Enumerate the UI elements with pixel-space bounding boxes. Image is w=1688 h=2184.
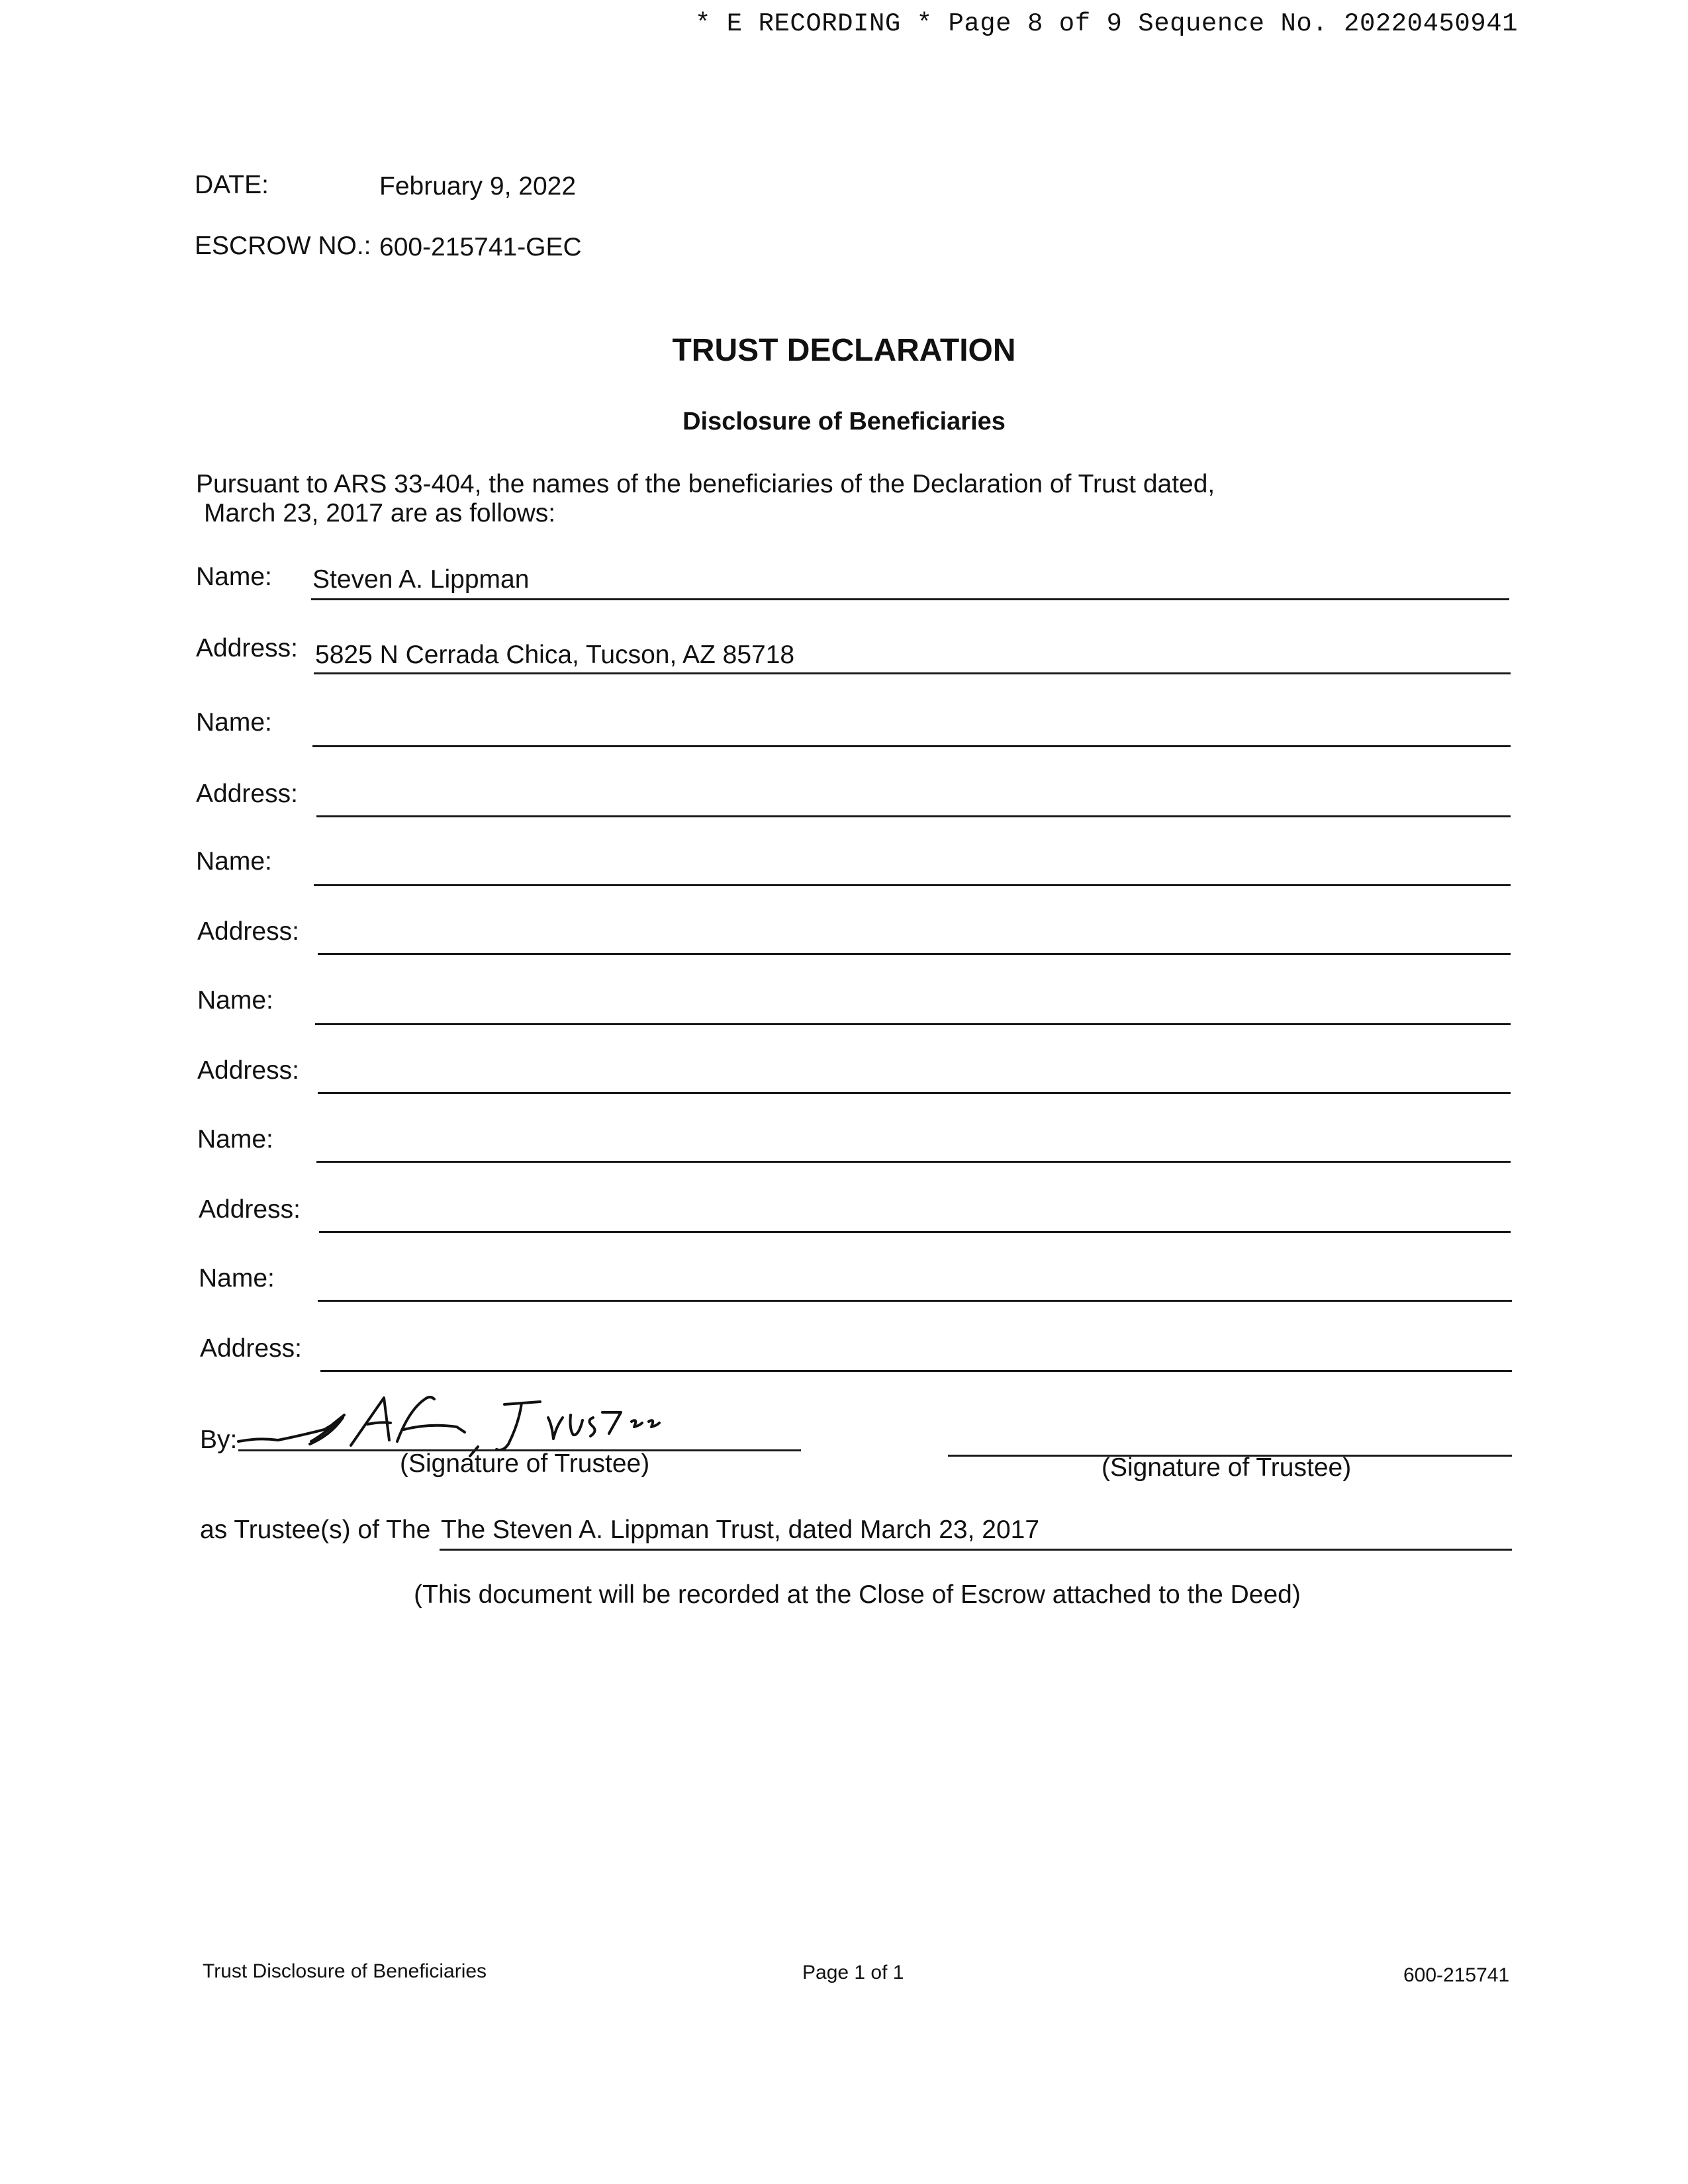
beneficiary-4-address-line	[318, 1092, 1511, 1094]
beneficiary-1-name-line	[311, 598, 1509, 600]
trust-name: The Steven A. Lippman Trust, dated March 23, 2017	[441, 1516, 1040, 1544]
signature-caption-right: (Signature of Trustee)	[1102, 1453, 1352, 1482]
beneficiary-5-name-label: Name:	[197, 1125, 273, 1154]
beneficiary-1-address-label: Address:	[196, 634, 298, 662]
by-label: By:	[200, 1426, 238, 1454]
beneficiary-2-address-label: Address:	[196, 780, 298, 808]
beneficiary-5-name-line	[316, 1161, 1511, 1163]
beneficiary-5-address-label: Address:	[199, 1195, 301, 1224]
beneficiary-4-name-line	[315, 1023, 1511, 1025]
beneficiary-1-address-line	[314, 672, 1511, 674]
trust-name-line	[440, 1549, 1512, 1551]
beneficiary-3-address-line	[318, 953, 1511, 955]
escrow-value: 600-215741-GEC	[379, 233, 582, 261]
beneficiary-3-name-label: Name:	[196, 847, 272, 876]
recording-note: (This document will be recorded at the Close of Escrow attached to the Deed)	[414, 1580, 1301, 1609]
date-label: DATE:	[195, 171, 269, 199]
beneficiary-6-address-line	[320, 1370, 1512, 1372]
beneficiary-3-name-line	[314, 884, 1511, 886]
trustee-prefix: as Trustee(s) of The	[200, 1516, 431, 1544]
document-title: TRUST DECLARATION	[672, 333, 1016, 368]
beneficiary-2-name-label: Name:	[196, 708, 272, 737]
beneficiary-4-address-label: Address:	[197, 1056, 299, 1085]
intro-line-1: Pursuant to ARS 33-404, the names of the beneficiaries of the Declaration of Trust dated,	[196, 470, 1215, 498]
beneficiary-1-name-label: Name:	[196, 563, 272, 591]
beneficiary-1-address: 5825 N Cerrada Chica, Tucson, AZ 85718	[315, 641, 795, 669]
intro-paragraph	[196, 470, 1215, 528]
beneficiary-6-name-label: Name:	[199, 1264, 275, 1293]
date-value: February 9, 2022	[379, 172, 577, 201]
beneficiary-4-name-label: Name:	[197, 986, 273, 1015]
beneficiary-3-address-label: Address:	[197, 917, 299, 946]
footer-left: Trust Disclosure of Beneficiaries	[203, 1960, 487, 1982]
document-subtitle: Disclosure of Beneficiaries	[682, 408, 1006, 435]
beneficiary-6-address-label: Address:	[200, 1334, 302, 1363]
footer-right: 600-215741	[1403, 1964, 1510, 1986]
footer-page-number: Page 1 of 1	[802, 1962, 904, 1983]
signature-caption-left: (Signature of Trustee)	[400, 1449, 650, 1478]
recording-header: * E RECORDING * Page 8 of 9 Sequence No. 20220450941	[695, 9, 1518, 38]
beneficiary-2-address-line	[316, 815, 1511, 817]
beneficiary-2-name-line	[312, 745, 1511, 747]
escrow-label: ESCROW NO.:	[195, 232, 371, 260]
beneficiary-6-name-line	[318, 1300, 1512, 1302]
intro-line-2: March 23, 2017 are as follows:	[204, 499, 556, 527]
beneficiary-5-address-line	[319, 1231, 1511, 1233]
beneficiary-1-name: Steven A. Lippman	[312, 565, 530, 594]
